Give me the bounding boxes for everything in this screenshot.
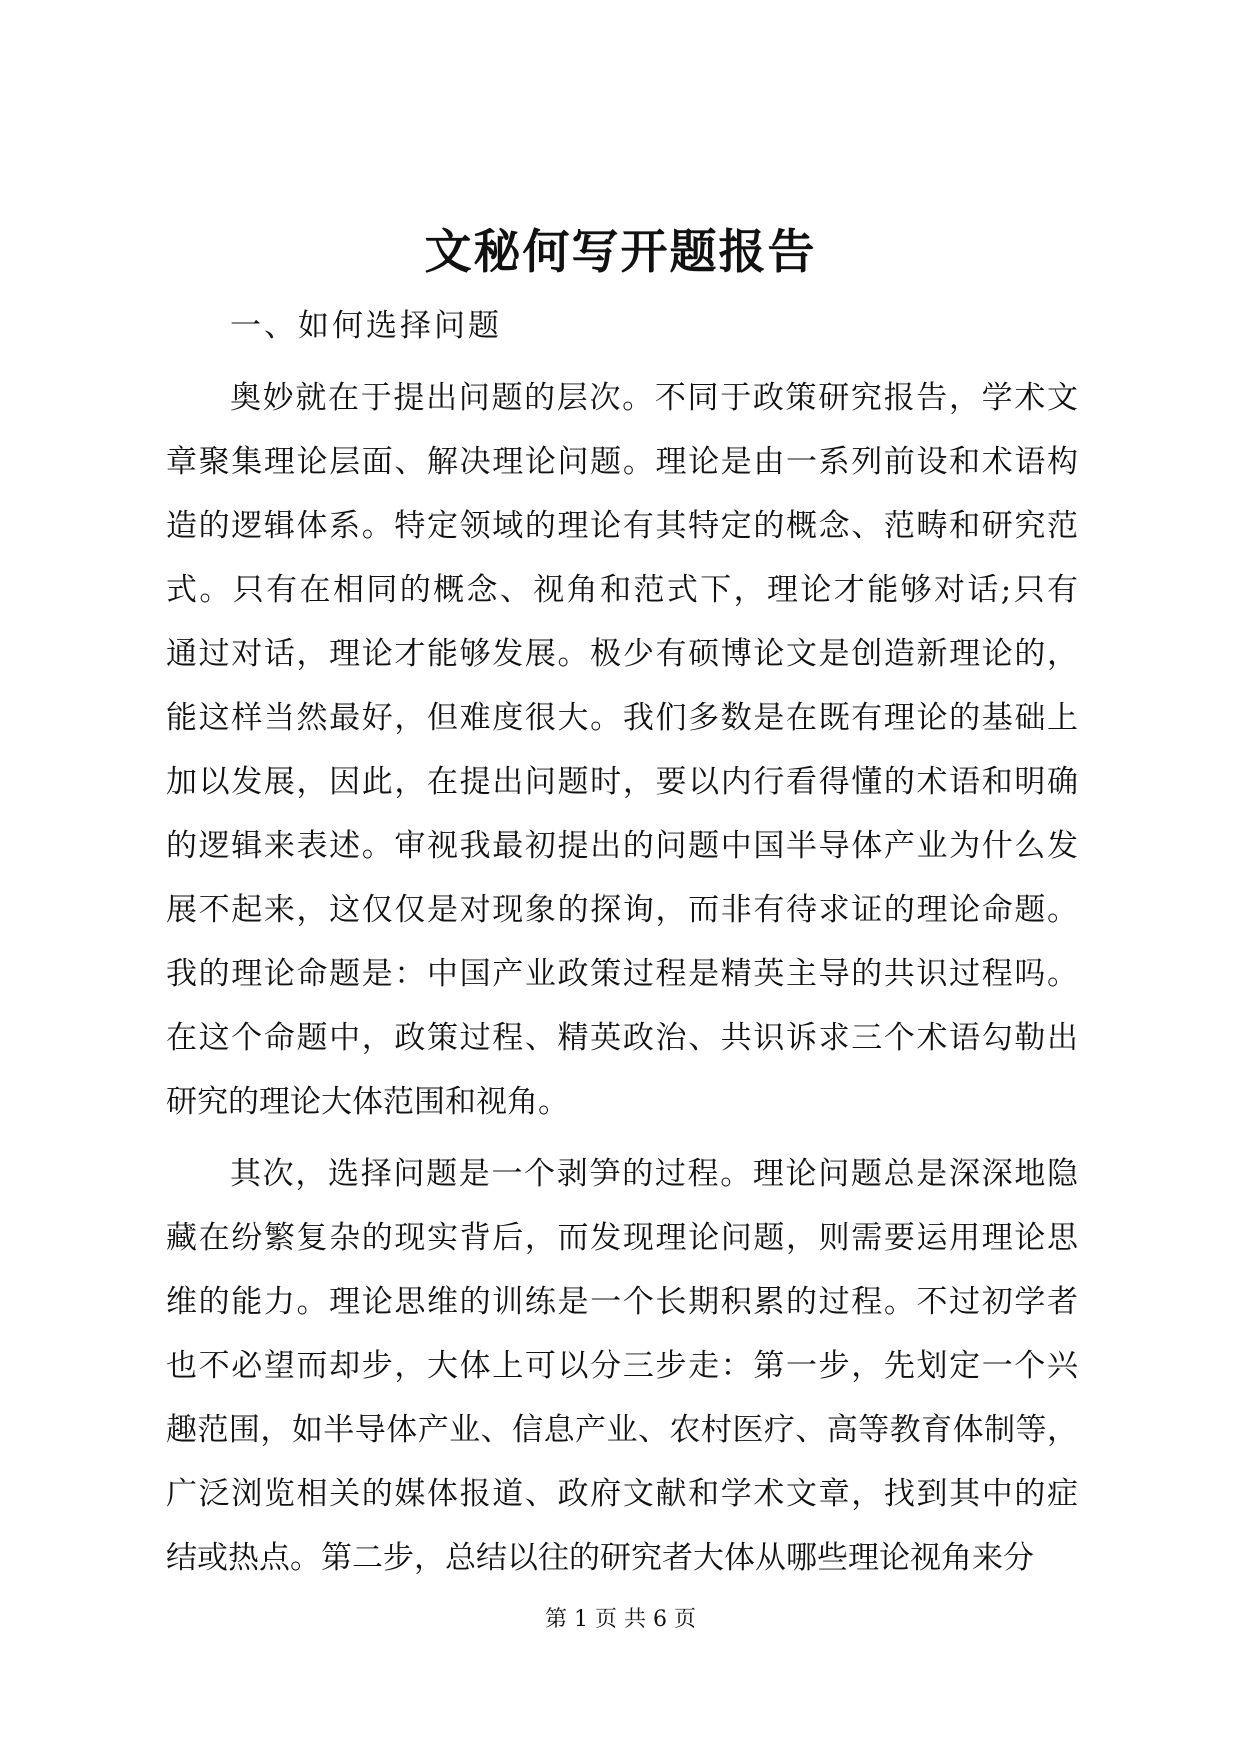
text-line: 章聚集理论层面、解决理论问题。理论是由一系列前设和术语构 — [166, 444, 1078, 480]
text-line: 藏在纷繁复杂的现实背后，而发现理论问题，则需要运用理论思 — [166, 1220, 1078, 1256]
text-line: 广泛浏览相关的媒体报道、政府文献和学术文章，找到其中的症 — [166, 1476, 1078, 1512]
text-line: 在这个命题中，政策过程、精英政治、共识诉求三个术语勾勒出 — [166, 1020, 1078, 1056]
document-body — [166, 294, 1078, 1590]
text-line: 也不必望而却步，大体上可以分三步走：第一步，先划定一个兴 — [166, 1348, 1078, 1384]
text-line: 展不起来，这仅仅是对现象的探询，而非有待求证的理论命题。 — [166, 892, 1078, 928]
text-line: 通过对话，理论才能够发展。极少有硕博论文是创造新理论的， — [166, 636, 1078, 672]
page-footer: 第 1 页 共 6 页 — [545, 1607, 696, 1632]
document-title: 文秘何写开题报告 — [424, 225, 817, 280]
section-heading: 一、如何选择问题 — [230, 308, 502, 344]
text-line: 奥妙就在于提出问题的层次。不同于政策研究报告，学术文 — [230, 380, 1078, 416]
text-line: 其次，选择问题是一个剥笋的过程。理论问题总是深深地隐 — [230, 1156, 1078, 1192]
text-line: 式。只有在相同的概念、视角和范式下，理论才能够对话;只有 — [166, 572, 1078, 608]
text-line: 维的能力。理论思维的训练是一个长期积累的过程。不过初学者 — [166, 1284, 1078, 1320]
paragraph-2 — [166, 1142, 1078, 1590]
text-line: 研究的理论大体范围和视角。 — [166, 1084, 569, 1120]
text-line: 趣范围，如半导体产业、信息产业、农村医疗、高等教育体制等， — [166, 1412, 1078, 1448]
paragraph-1 — [166, 366, 1078, 1134]
text-line: 造的逻辑体系。特定领域的理论有其特定的概念、范畴和研究范 — [166, 508, 1078, 544]
text-line: 结或热点。第二步，总结以往的研究者大体从哪些理论视角来分 — [166, 1540, 1034, 1576]
text-line: 加以发展，因此，在提出问题时，要以内行看得懂的术语和明确 — [166, 764, 1078, 800]
text-line: 我的理论命题是：中国产业政策过程是精英主导的共识过程吗。 — [166, 956, 1078, 992]
text-line: 的逻辑来表述。审视我最初提出的问题中国半导体产业为什么发 — [166, 828, 1078, 864]
text-line: 能这样当然最好，但难度很大。我们多数是在既有理论的基础上 — [166, 700, 1078, 736]
